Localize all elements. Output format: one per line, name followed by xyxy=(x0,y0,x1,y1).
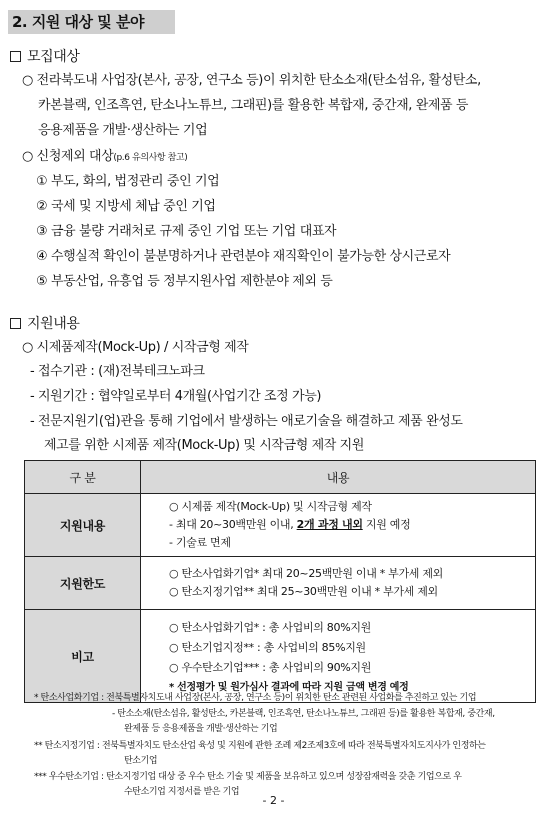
recruit-heading: 모집대상 xyxy=(10,46,80,66)
page-number: - 2 - xyxy=(262,794,285,807)
exclusion-item: ① 부도, 화의, 법정관리 중인 기업 xyxy=(36,174,220,189)
footnote: 탄소기업 xyxy=(124,756,158,766)
content-line: ○ 탄소지정기업** 최대 25~30백만원 이내 * 부가세 제외 xyxy=(169,585,438,598)
footnote: 완제품 등 응용제품을 개발·생산하는 기업 xyxy=(124,724,278,734)
highlight-text: 2개 과정 내외 xyxy=(296,518,363,531)
recruit-bullet2: ○ 신청제외 대상(p.6 유의사항 참고) xyxy=(22,149,188,164)
support-desc-line1: - 전문지원기(업)관을 통해 기업에서 발생하는 애로기술을 해결하고 제품 완성도 xyxy=(30,414,463,429)
footnote: 수탄소기업 지정서를 받은 기업 xyxy=(124,787,240,797)
table-note: * 선정평가 및 원가심사 결과에 따라 지원 금액 변경 예정 xyxy=(169,682,409,693)
footnote: *** 우수탄소기업 : 탄소지정기업 대상 중 우수 탄소 기술 및 제품을 보유하고 있으며 성장잠재력을 갖춘 기업으로 우 xyxy=(34,772,462,782)
support-bullet: ○ 시제품제작(Mock-Up) / 시작금형 제작 xyxy=(22,340,249,355)
recruit-bullet1-line2: 카본블랙, 인조흑연, 탄소나노튜브, 그래핀)를 활용한 복합재, 중간재, 완제품 등 xyxy=(38,98,469,113)
content-line: - 기술료 면제 xyxy=(169,536,231,549)
footnote: * 탄소사업화기업 : 전북특별자치도내 사업장(본사, 공장, 연구소 등)이 위치한 탄소 관련된 사업화를 추진하고 있는 기업 xyxy=(34,693,477,703)
bullet2-note: (p.6 유의사항 참고) xyxy=(113,153,188,163)
row-content xyxy=(141,494,536,557)
row-label: 비고 xyxy=(25,610,141,703)
row-label: 지원내용 xyxy=(25,494,141,557)
content-line: - 최대 20~30백만원 이내, 2개 과정 내외 지원 예정 xyxy=(169,518,411,531)
exclusion-item: ② 국세 및 지방세 체납 중인 기업 xyxy=(36,199,216,214)
footnote: - 탄소소재(탄소섬유, 활성탄소, 카본블랙, 인조흑연, 탄소나노튜브, 그래핀 등)를 활용한 복합재, 중간재, xyxy=(112,709,495,719)
support-period: - 지원기간 : 협약일로부터 4개월(사업기간 조정 가능) xyxy=(30,389,322,404)
exclusion-item: ③ 금융 불량 거래처로 규제 중인 기업 또는 기업 대표자 xyxy=(36,224,337,239)
row-content xyxy=(141,610,536,703)
content-line: ○ 탄소사업화기업* 최대 20~25백만원 이내 * 부가세 제외 xyxy=(169,567,443,580)
footnote: ** 탄소지정기업 : 전북특별자치도 탄소산업 육성 및 지원에 관한 조례 제2조제3호에 따라 전북특별자치도지사가 인정하는 xyxy=(34,741,486,751)
content-line: ○ 시제품 제작(Mock-Up) 및 시작금형 제작 xyxy=(169,500,372,513)
support-heading: 지원내용 xyxy=(10,313,80,333)
table-row xyxy=(25,557,536,610)
support-desc-line2: 제고를 위한 시제품 제작(Mock-Up) 및 시작금형 제작 지원 xyxy=(44,438,364,453)
exclusion-item: ④ 수행실적 확인이 불분명하거나 관련분야 재직확인이 불가능한 상시근로자 xyxy=(36,249,451,264)
row-label: 지원한도 xyxy=(25,557,141,610)
exclusion-item: ⑤ 부동산업, 유흥업 등 정부지원사업 제한분야 제외 등 xyxy=(36,274,333,289)
checkbox-square-icon xyxy=(10,318,21,329)
table-row xyxy=(25,610,536,703)
checkbox-square-icon xyxy=(10,51,21,62)
table-row xyxy=(25,494,536,557)
table-header-row xyxy=(25,461,536,494)
header-content: 내용 xyxy=(141,461,536,494)
content-line: ○ 탄소기업지정** : 총 사업비의 85%지원 xyxy=(169,641,366,654)
section-title: 2. 지원 대상 및 분야 xyxy=(8,10,175,34)
recruit-bullet1-line1: ○ 전라북도내 사업장(본사, 공장, 연구소 등)이 위치한 탄소소재(탄소섬유, 활성탄소, xyxy=(22,73,481,88)
content-line: ○ 탄소사업화기업* : 총 사업비의 80%지원 xyxy=(169,621,371,634)
row-content xyxy=(141,557,536,610)
support-agency: - 접수기관 : (재)전북테크노파크 xyxy=(30,364,205,379)
recruit-bullet1-line3: 응용제품을 개발·생산하는 기업 xyxy=(38,123,208,138)
support-table xyxy=(24,460,536,703)
content-line: ○ 우수탄소기업*** : 총 사업비의 90%지원 xyxy=(169,661,372,674)
header-category: 구 분 xyxy=(25,461,141,494)
